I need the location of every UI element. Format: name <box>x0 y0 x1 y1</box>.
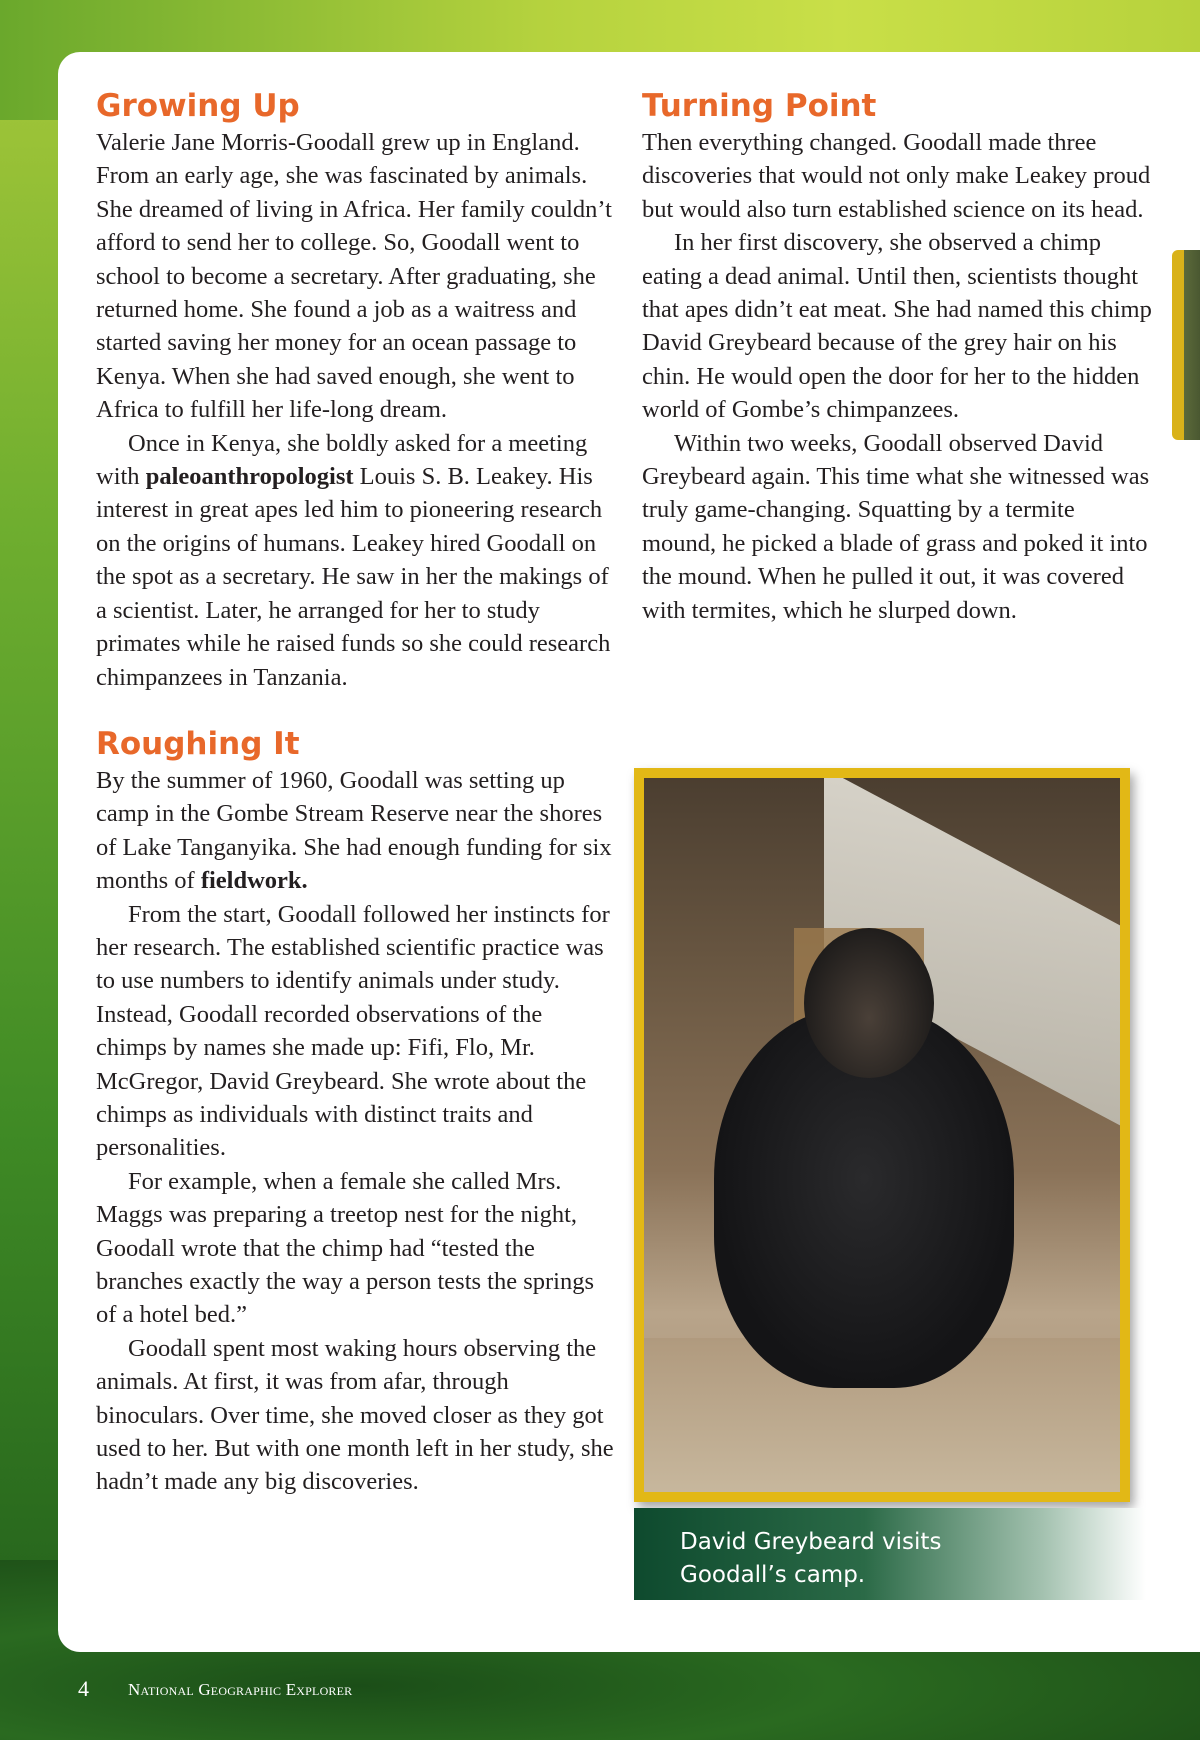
edge-photo-thumbnail <box>1172 250 1200 440</box>
glossary-term: paleoanthropologist <box>145 463 354 491</box>
photo-caption: David Greybeard visits Goodall’s camp. <box>680 1529 942 1588</box>
paragraph: Then everything changed. Goodall made three discoveries that would not only make Leakey proud but would also turn established science on its head. <box>642 129 1151 223</box>
chimpanzee-photo <box>644 778 1120 1492</box>
paragraph: From the start, Goodall followed her instincts for her research. The established scientific practice was to use numbers to identify animals under study. Instead, Goodall recorded observations of the chimps by names she made up: Fifi, Flo, Mr. McGregor, David Greybeard. She wrote about the chimps as individuals with distinct traits and personalities. <box>96 900 610 1162</box>
paragraph: Goodall spent most waking hours observing the animals. At first, it was from afar, through binoculars. Over time, she moved closer as they got used to her. But with one month left in her study, she hadn’t made any big discoveries. <box>96 1334 614 1496</box>
left-column <box>96 86 616 1499</box>
heading-turning-point: Turning Point <box>642 88 877 124</box>
heading-roughing-it: Roughing It <box>96 725 300 762</box>
photo-frame <box>634 768 1130 1502</box>
glossary-term: fieldwork. <box>200 867 308 895</box>
page-number: 4 <box>78 1676 89 1701</box>
paragraph: Once in Kenya, she boldly asked for a meeting with paleoanthropologist Louis S. B. Leakey. His interest in great apes led him to pioneering research on the origins of humans. Leakey hired Goodall on the spot as a secretary. He saw in her the makings of a scientist. Later, he arranged for her to study primates while he raised funds so she could research chimpanzees in Tanzania. <box>96 429 611 691</box>
paragraph: In her first discovery, she observed a chimp eating a dead animal. Until then, scientists thought that apes didn’t eat meat. She had named this chimp David Greybeard because of the grey hair on his chin. He would open the door for her to the hidden world of Gombe’s chimpanzees. <box>642 229 1152 424</box>
heading-growing-up: Growing Up <box>96 88 300 124</box>
photo-caption-box <box>634 1508 1146 1600</box>
publication-name: National Geographic Explorer <box>128 1680 353 1699</box>
paragraph: For example, when a female she called Mrs. Maggs was preparing a treetop nest for the night, Goodall wrote that the chimp had “tested the branches exactly the way a person tests the springs of a hotel bed.” <box>96 1167 595 1329</box>
chimpanzee-head <box>804 928 934 1078</box>
paragraph: Within two weeks, Goodall observed David Greybeard again. This time what she witnessed was truly game-changing. Squatting by a termite mound, he picked a blade of grass and poked it into the mound. When he pulled it out, it was covered with termites, which he slurped down. <box>642 429 1150 624</box>
paragraph: By the summer of 1960, Goodall was setting up camp in the Gombe Stream Reserve near the shores of Lake Tanganyika. She had enough funding for six months of fieldwork. <box>96 766 612 895</box>
right-column <box>642 86 1152 627</box>
paragraph: Valerie Jane Morris-Goodall grew up in England. From an early age, she was fascinated by animals. She dreamed of living in Africa. Her family couldn’t afford to send her to college. So, Goodall went to school to become a secretary. After graduating, she returned home. She found a job as a waitress and started saving her money for an ocean passage to Kenya. When she had saved enough, she went to Africa to fulfill her life-long dream. <box>96 129 612 424</box>
